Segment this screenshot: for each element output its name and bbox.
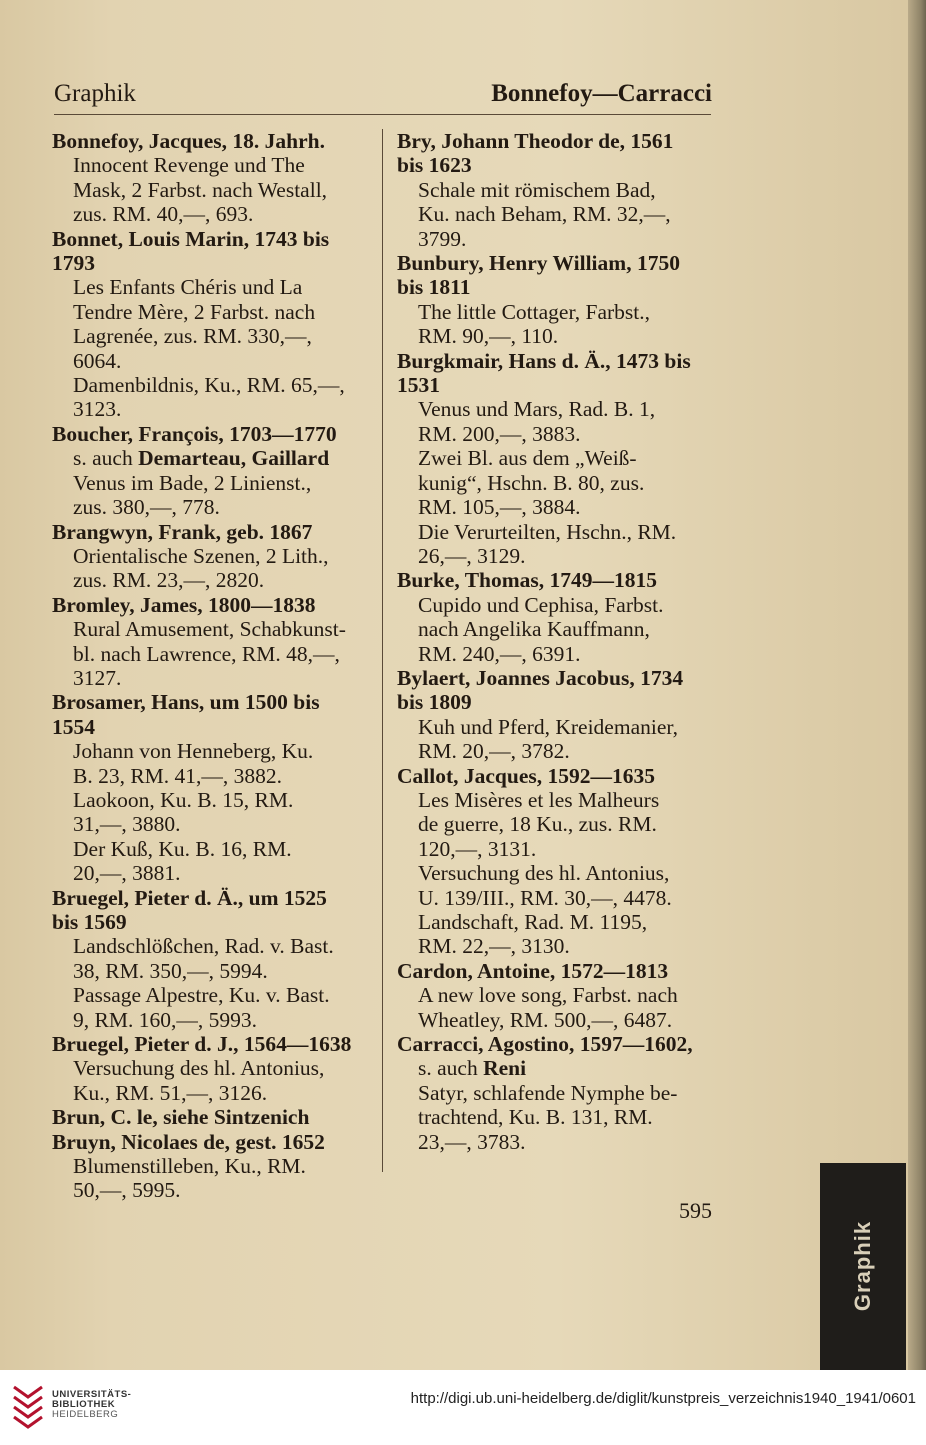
artist-heading: 1554 <box>52 714 95 739</box>
catalog-entry <box>52 422 367 520</box>
artist-heading: Boucher, François, 1703—1770 <box>52 421 337 446</box>
print-item-line: Die Verurteilten, Hschn., RM. <box>418 519 677 544</box>
catalog-entry <box>52 690 367 885</box>
print-item <box>397 300 713 349</box>
print-item-line: U. 139/III., RM. 30,—, 4478. <box>418 885 672 910</box>
print-item <box>397 446 713 519</box>
print-item <box>52 788 367 837</box>
page-number: 595 <box>679 1198 712 1223</box>
print-item-line: Versuchung des hl. Antonius, <box>418 861 670 886</box>
print-item-line: Der Kuß, Ku. B. 16, RM. <box>73 836 292 861</box>
print-item-line: Passage Alpestre, Ku. v. Bast. <box>73 983 330 1008</box>
print-item-line: 26,—, 3129. <box>418 543 526 568</box>
print-item-line: Zwei Bl. aus dem „Weiß- <box>418 446 637 471</box>
print-item-line: trachtend, Ku. B. 131, RM. <box>418 1105 653 1130</box>
catalog-entry <box>397 959 713 1032</box>
print-item-line: Blumenstilleben, Ku., RM. <box>73 1154 306 1179</box>
artist-heading: 1793 <box>52 251 95 276</box>
print-item-line: Rural Amusement, Schabkunst- <box>73 617 346 642</box>
print-item-line: 20,—, 3881. <box>73 861 181 886</box>
artist-heading: Bruegel, Pieter d. J., 1564—1638 <box>52 1032 352 1057</box>
artist-heading: Callot, Jacques, 1592—1635 <box>397 763 655 788</box>
artist-heading: Bry, Johann Theodor de, 1561 <box>397 129 674 153</box>
artist-heading: Bylaert, Joannes Jacobus, 1734 <box>397 665 684 690</box>
print-item <box>52 544 367 593</box>
catalog-entry <box>52 1032 367 1105</box>
print-item-line: 23,—, 3783. <box>418 1129 526 1154</box>
catalog-entry <box>397 129 713 251</box>
print-item-line: bl. nach Lawrence, RM. 48,—, <box>73 641 340 666</box>
print-item-line: Innocent Revenge und The <box>73 153 305 178</box>
print-item-line: 120,—, 3131. <box>418 836 537 861</box>
print-item-line: zus. 380,—, 778. <box>73 495 220 520</box>
print-item-line: RM. 240,—, 6391. <box>418 641 581 666</box>
print-item-line: Schale mit römischem Bad, <box>418 177 656 202</box>
print-item-line: 50,—, 5995. <box>73 1178 181 1203</box>
print-item-line: Tendre Mère, 2 Farbst. nach <box>73 299 316 324</box>
print-item <box>52 837 367 886</box>
catalog-entry <box>52 1130 367 1203</box>
artist-heading: bis 1569 <box>52 910 127 934</box>
cross-reference <box>397 1056 713 1080</box>
print-item <box>52 373 367 422</box>
library-name-line1: UNIVERSITÄTS- <box>52 1389 132 1400</box>
artist-heading: Bruegel, Pieter d. Ä., um 1525 <box>52 885 327 910</box>
catalog-entry <box>397 568 713 666</box>
print-item-line: Venus im Bade, 2 Linienst., <box>73 470 312 495</box>
thumb-index-tab <box>820 1163 906 1370</box>
print-item-line: Mask, 2 Farbst. nach Westall, <box>73 177 328 202</box>
print-item-line: Landschlößchen, Rad. v. Bast. <box>73 934 334 959</box>
print-item-line: RM. 90,—, 110. <box>418 324 559 349</box>
book-spine-edge <box>908 0 926 1370</box>
print-item-line: zus. RM. 23,—, 2820. <box>73 568 265 593</box>
running-head-section: Graphik <box>54 80 136 107</box>
column-divider <box>382 129 383 1172</box>
print-item <box>397 1081 713 1154</box>
cross-reference <box>52 446 367 470</box>
print-item-line: 6064. <box>73 348 122 373</box>
artist-heading: bis 1811 <box>397 275 471 300</box>
cross-reference-target: Reni <box>483 1056 527 1081</box>
artist-heading: Brun, C. le, siehe Sintzenich <box>52 1105 310 1130</box>
print-item-line: Damenbildnis, Ku., RM. 65,—, <box>73 373 345 398</box>
print-item <box>52 739 367 788</box>
print-item <box>52 934 367 983</box>
library-name-line2: BIBLIOTHEK <box>52 1399 116 1410</box>
print-item <box>52 983 367 1032</box>
print-item <box>397 715 713 764</box>
print-item <box>52 1056 367 1105</box>
print-item-line: 3123. <box>73 397 122 422</box>
print-item <box>397 788 713 861</box>
print-item-line: Wheatley, RM. 500,—, 6487. <box>418 1007 673 1032</box>
print-item-line: Landschaft, Rad. M. 1195, <box>418 910 648 934</box>
right-column <box>397 129 713 1154</box>
library-name-line3: HEIDELBERG <box>52 1409 119 1420</box>
print-item-line: kunig“, Hschn. B. 80, zus. <box>418 470 645 495</box>
catalog-entry <box>52 593 367 691</box>
print-item-line: Cupido und Cephisa, Farbst. <box>418 592 664 617</box>
print-item-line: 3799. <box>418 226 467 251</box>
catalog-entry <box>52 886 367 1032</box>
artist-heading: bis 1809 <box>397 690 472 715</box>
print-item-line: Kuh und Pferd, Kreidemanier, <box>418 714 679 739</box>
artist-heading: Bonnet, Louis Marin, 1743 bis <box>52 226 330 251</box>
print-item <box>52 275 367 373</box>
print-item-line: Orientalische Szenen, 2 Lith., <box>73 543 329 568</box>
artist-heading: Bunbury, Henry William, 1750 <box>397 251 680 276</box>
print-item <box>397 910 713 959</box>
print-item <box>52 1154 367 1203</box>
print-item-line: zus. RM. 40,—, 693. <box>73 202 254 227</box>
print-item-line: Les Misères et les Malheurs <box>418 787 660 812</box>
print-item-line: The little Cottager, Farbst., <box>418 299 651 324</box>
artist-heading: Bonnefoy, Jacques, 18. Jahrh. <box>52 129 325 153</box>
catalog-entry <box>397 666 713 764</box>
artist-heading: Burke, Thomas, 1749—1815 <box>397 568 658 593</box>
artist-heading: Bromley, James, 1800—1838 <box>52 592 316 617</box>
print-item-line: 31,—, 3880. <box>73 812 181 837</box>
artist-heading: Brangwyn, Frank, geb. 1867 <box>52 519 313 544</box>
artist-heading: bis 1623 <box>397 153 472 178</box>
print-item-line: RM. 200,—, 3883. <box>418 421 581 446</box>
artist-heading: Carracci, Agostino, 1597—1602, <box>397 1032 693 1057</box>
print-item <box>52 153 367 226</box>
running-head-range: Bonnefoy—Carracci <box>491 80 712 107</box>
left-column <box>52 129 367 1203</box>
print-item-line: nach Angelika Kauffmann, <box>418 617 650 642</box>
permalink-url[interactable]: http://digi.ub.uni-heidelberg.de/diglit/kunstpreis_verzeichnis1940_1941/0601 <box>410 1390 916 1407</box>
print-item-line: Versuchung des hl. Antonius, <box>73 1056 325 1081</box>
cross-reference-target: Demarteau, Gaillard <box>138 446 330 471</box>
print-item-line: B. 23, RM. 41,—, 3882. <box>73 763 283 788</box>
print-item <box>397 520 713 569</box>
print-item <box>397 983 713 1032</box>
print-item-line: Ku., RM. 51,—, 3126. <box>73 1080 268 1105</box>
print-item <box>52 471 367 520</box>
print-item <box>397 178 713 251</box>
print-item-line: RM. 20,—, 3782. <box>418 739 570 764</box>
library-name <box>52 1390 131 1420</box>
print-item-line: Satyr, schlafende Nymphe be- <box>418 1080 678 1105</box>
thumb-index-label: Graphik <box>850 1220 875 1312</box>
catalog-entry <box>397 1032 713 1154</box>
print-item-line: 3127. <box>73 665 122 690</box>
catalog-entry <box>52 520 367 593</box>
print-item-line: Les Enfants Chéris und La <box>73 275 303 300</box>
print-item <box>397 593 713 666</box>
library-logo-icon <box>12 1383 44 1431</box>
print-item-line: 38, RM. 350,—, 5994. <box>73 958 268 983</box>
print-item-line: RM. 105,—, 3884. <box>418 495 581 520</box>
header-rule <box>54 114 711 115</box>
print-item-line: de guerre, 18 Ku., zus. RM. <box>418 812 657 837</box>
artist-heading: Bruyn, Nicolaes de, gest. 1652 <box>52 1129 325 1154</box>
artist-heading: Brosamer, Hans, um 1500 bis <box>52 690 320 715</box>
catalog-entry <box>397 349 713 569</box>
catalog-entry <box>397 764 713 959</box>
print-item-line: Johann von Henneberg, Ku. <box>73 739 314 764</box>
print-item <box>52 617 367 690</box>
artist-heading: Cardon, Antoine, 1572—1813 <box>397 958 669 983</box>
print-item-line: RM. 22,—, 3130. <box>418 934 570 959</box>
artist-heading: 1531 <box>397 373 440 398</box>
print-item-line: Ku. nach Beham, RM. 32,—, <box>418 202 671 227</box>
print-item <box>397 397 713 446</box>
viewer-footer <box>0 1370 926 1445</box>
print-item-line: Lagrenée, zus. RM. 330,—, <box>73 324 312 349</box>
cross-reference-prefix: s. auch <box>418 1056 478 1081</box>
catalog-entry <box>52 129 367 227</box>
print-item-line: Venus und Mars, Rad. B. 1, <box>418 397 656 422</box>
cross-reference-prefix: s. auch <box>73 446 133 471</box>
print-item-line: A new love song, Farbst. nach <box>418 983 678 1008</box>
print-item-line: 9, RM. 160,—, 5993. <box>73 1007 257 1032</box>
catalog-entry <box>52 1105 367 1129</box>
catalog-entry <box>52 227 367 422</box>
artist-heading: Burgkmair, Hans d. Ä., 1473 bis <box>397 348 691 373</box>
print-item-line: Laokoon, Ku. B. 15, RM. <box>73 787 294 812</box>
print-item <box>397 861 713 910</box>
catalog-entry <box>397 251 713 349</box>
